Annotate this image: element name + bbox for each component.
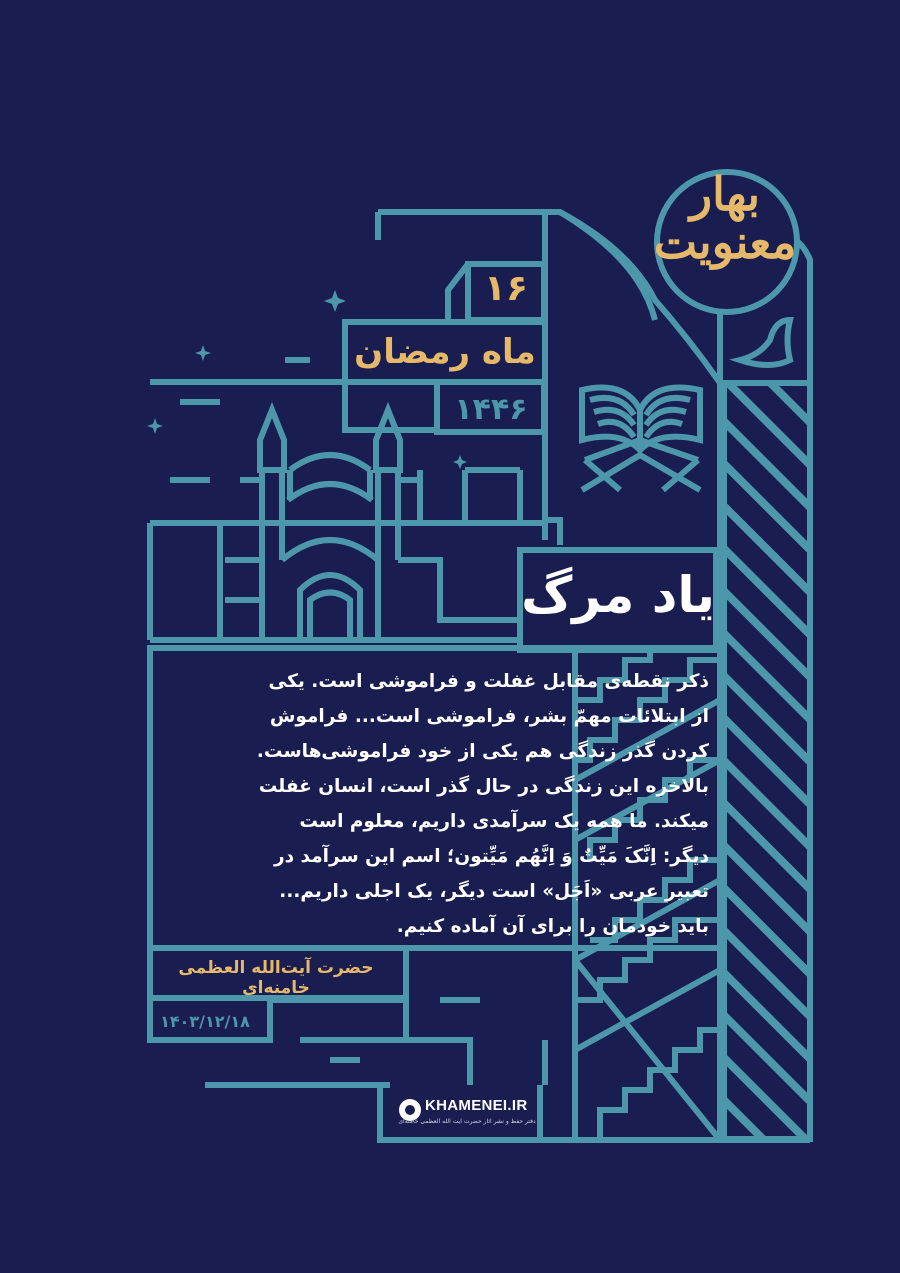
day-number: ۱۶: [484, 268, 528, 309]
quote-line: ذکر نقطه‌ی مقابل غفلت و فراموشی است. یکی: [268, 671, 709, 692]
month-name: ماه رمضان: [354, 332, 536, 372]
quote-author: حضرت آیت‌الله العظمی خامنه‌ای: [178, 958, 374, 998]
hijri-year: ۱۴۴۶: [454, 392, 528, 427]
page-title: یاد مرگ: [521, 566, 715, 624]
quote-line: میکند. ما همه یک سرآمدی داریم، معلوم است: [299, 811, 709, 832]
quote-date: ۱۴۰۳/۱۲/۱۸: [160, 1012, 250, 1031]
quote-line: دیگر: اِنَّکَ مَیِّتٌ وَ اِنَّهُم مَیِّتون؛ اسم این سرآمد در: [273, 846, 709, 867]
striped-column: [724, 383, 810, 1139]
brand-subtitle: دفتر حفظ و نشر آثار حضرت آیت الله العظمی خامنه‌ای: [398, 1118, 536, 1125]
quote-line: کردن گذر زندگی هم یکی از خود فراموشی‌هاست.: [256, 741, 709, 762]
quote-line: از ابتلائات مهمّ بشر، فراموشی است... فراموش: [269, 706, 709, 727]
quote-line: باید خودمان را برای آن آماده کنیم.: [396, 916, 709, 937]
brand-name[interactable]: KHAMENEI.IR: [425, 1097, 528, 1114]
logo-line-1: بهار: [689, 167, 761, 221]
quran-icon: [582, 388, 700, 491]
logo-line-2: معنویت: [653, 215, 797, 269]
dove-icon: [740, 320, 790, 365]
quote-line: تعبیر عربی «اَجَل» است دیگر، یک اجلی داریم...: [279, 881, 709, 902]
quote-text: [165, 664, 709, 944]
logo-title: [640, 167, 810, 269]
quote-line: بالاخره این زندگی در حال گذر است، انسان غفلت: [258, 776, 709, 797]
